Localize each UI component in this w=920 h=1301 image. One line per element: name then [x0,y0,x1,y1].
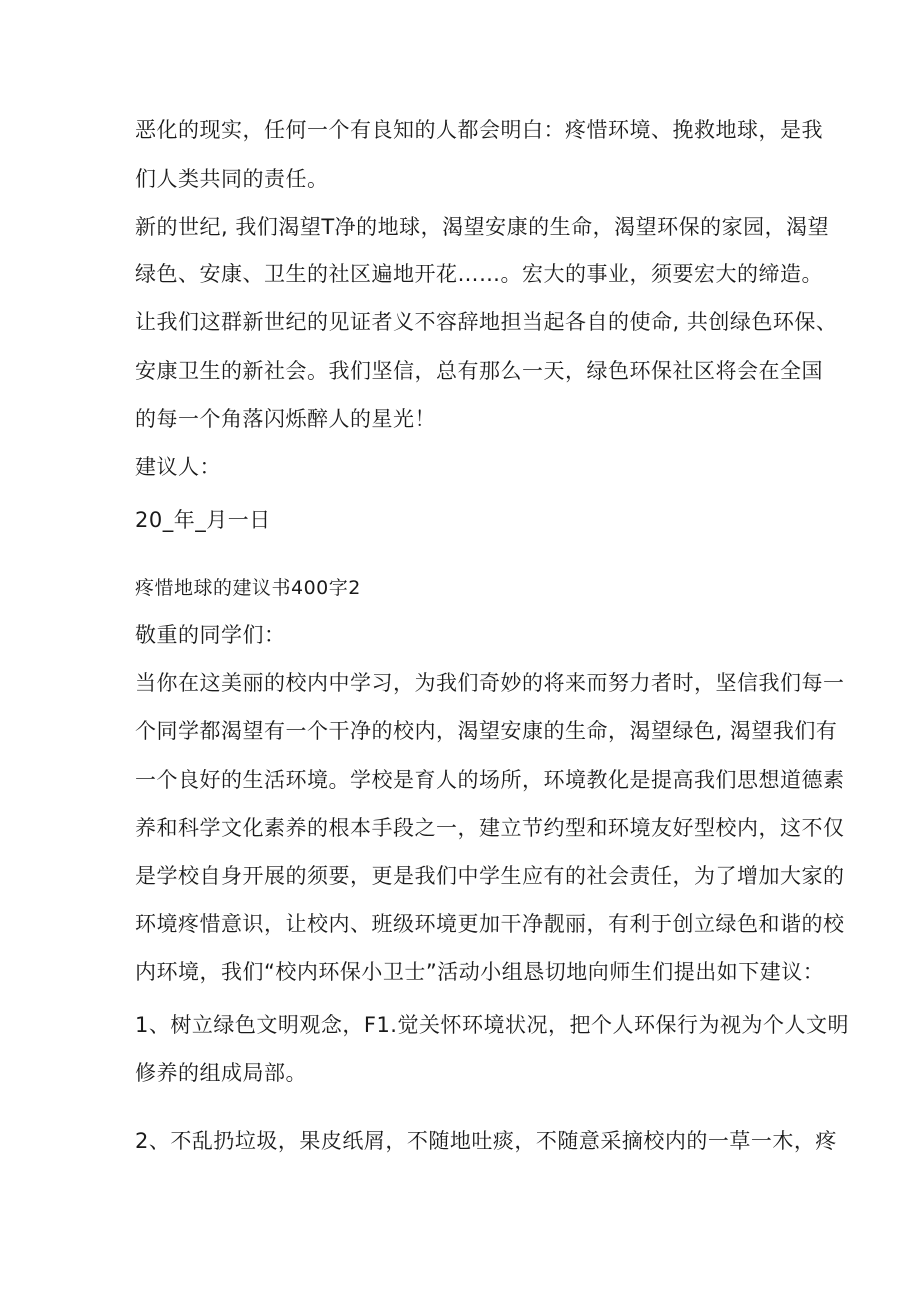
paragraph-line: 的每一个角落闪烁醉人的星光！ [135,407,436,431]
signature-label: 建议人： [135,455,221,479]
paragraph-line: 环境疼惜意识，让校内、班级环境更加干净靓丽，有利于创立绿色和谐的校 [135,912,845,936]
paragraph-line: 是学校自身开展的须要，更是我们中学生应有的社会责任，为了增加大家的 [135,864,845,888]
paragraph-line: 新的世纪, 我们渴望T净的地球，渴望安康的生命，渴望环保的家园，渴望 [135,215,830,239]
paragraph-line: 一个良好的生活环境。学校是育人的场所，环境教化是提高我们思想道德素 [135,768,845,792]
list-item: 2、不乱扔垃圾，果皮纸屑，不随地吐痰，不随意采摘校内的一草一木，疼 [135,1129,837,1153]
paragraph-line: 们人类共同的责任。 [135,167,329,191]
paragraph-line: 内环境，我们“校内环保小卫士”活动小组恳切地向师生们提出如下建议： [135,960,825,984]
paragraph-line: 个同学都渴望有一个干净的校内，渴望安康的生命，渴望绿色, 渴望我们有 [135,719,838,743]
paragraph-line: 让我们这群新世纪的见证者义不容辞地担当起各自的使命, 共创绿色环保、 [135,310,838,334]
paragraph-line: 安康卫生的新社会。我们坚信，总有那么一天，绿色环保社区将会在全国 [135,359,823,383]
paragraph-line: 养和科学文化素养的根本手段之一，建立节约型和环境友好型校内，这不仅 [135,816,845,840]
salutation: 敬重的同学们： [135,623,286,647]
paragraph-line: 当你在这美丽的校内中学习，为我们奇妙的将来而努力者时，坚信我们每一 [135,671,845,695]
paragraph-line: 恶化的现实，任何一个有良知的人都会明白：疼惜环境、挽救地球，是我 [135,118,823,142]
section-title: 疼惜地球的建议书400字2 [135,577,361,599]
paragraph-line: 绿色、安康、卫生的社区遍地开花……。宏大的事业，须要宏大的缔造。 [135,262,823,286]
date-line: 20_年_月一日 [135,508,271,532]
list-item-continuation: 修养的组成局部。 [135,1061,307,1085]
list-item: 1、树立绿色文明观念，F1.觉关怀环境状况，把个人环保行为视为个人文明 [135,1013,849,1037]
